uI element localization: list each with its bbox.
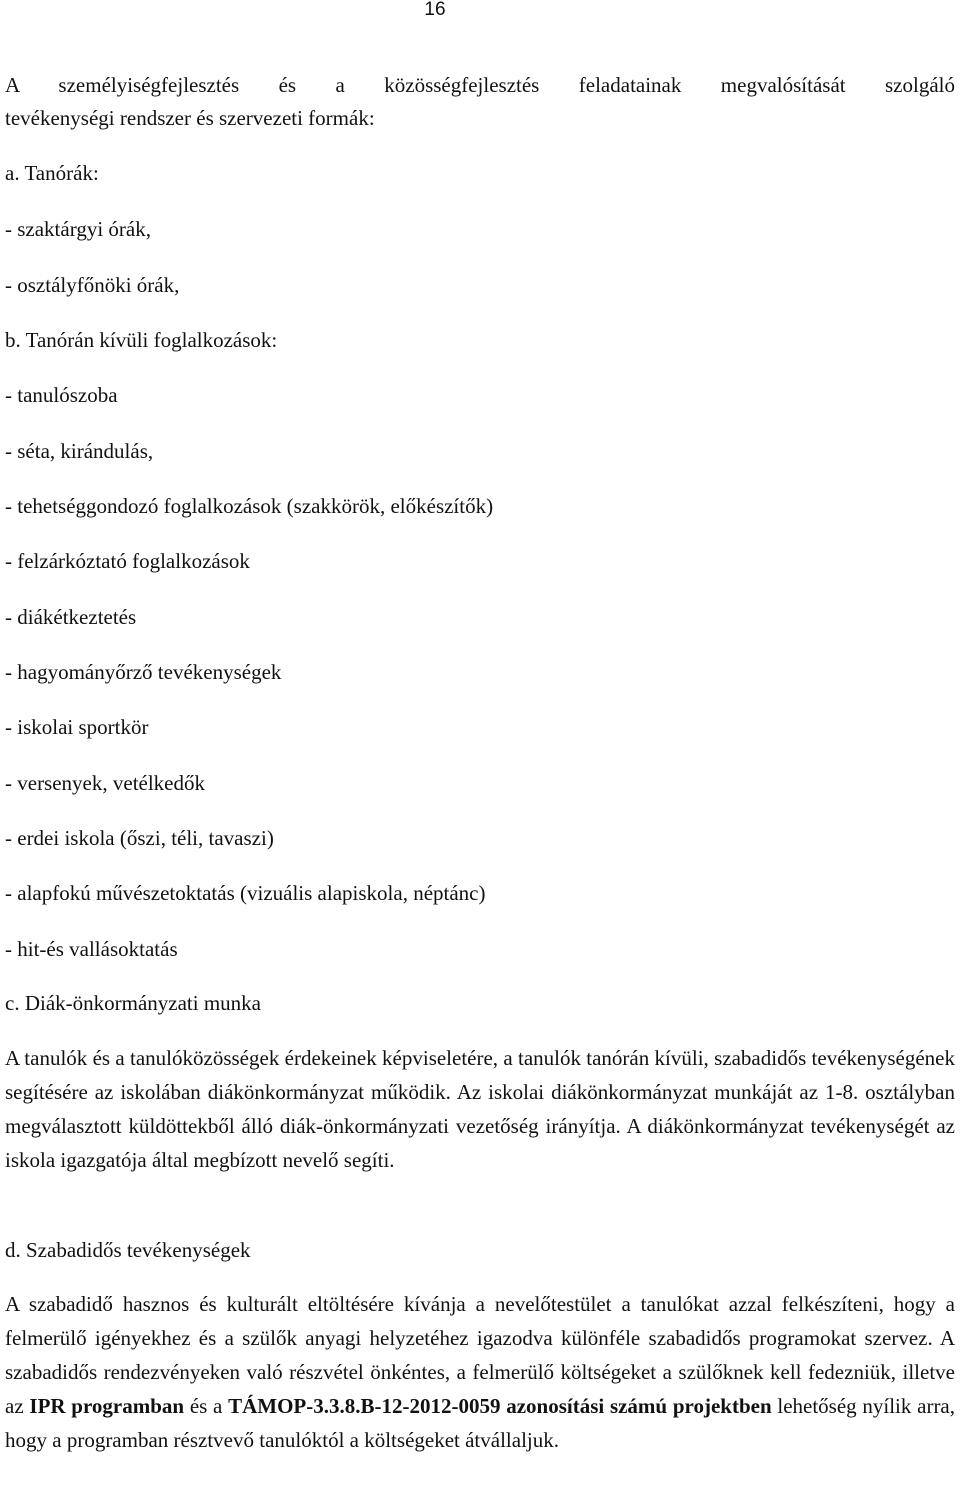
section-c-heading: c. Diák-önkormányzati munka	[5, 991, 261, 1015]
list-item: - alapfokú művészetoktatás (vizuális alapiskola, néptánc)	[5, 881, 486, 905]
section-d-paragraph	[5, 1287, 955, 1457]
paragraph-text: és a	[189, 1394, 223, 1418]
list-item: - erdei iskola (őszi, téli, tavaszi)	[5, 826, 274, 850]
section-d-heading: d. Szabadidős tevékenységek	[5, 1238, 251, 1262]
intro-line-2: tevékenységi rendszer és szervezeti formák:	[5, 106, 375, 130]
list-item: - felzárkóztató foglalkozások	[5, 549, 250, 573]
paragraph-text: A szabadidő hasznos és kulturált eltöltésére kívánja a nevelőtestület a tanulókat azzal felkészíteni, hogy a felmerülő igényekhez és a szülők anyagi helyzetéhez igazodva különféle szabadidős programokat szervez. A szabadidős rendezvényeken való részvétel önkéntes, a felmerülő költségeket a szülőknek kell fedezniük, illetve az	[5, 1292, 955, 1418]
page-number: 16	[424, 0, 446, 20]
list-item: - hagyományőrző tevékenységek	[5, 660, 282, 684]
list-item: - osztályfőnöki órák,	[5, 273, 180, 297]
section-b-heading: b. Tanórán kívüli foglalkozások:	[5, 328, 278, 352]
list-item: - tanulószoba	[5, 383, 118, 407]
list-item: - iskolai sportkör	[5, 715, 149, 739]
list-item: - séta, kirándulás,	[5, 439, 154, 463]
list-item: - diákétkeztetés	[5, 605, 137, 629]
list-item: - tehetséggondozó foglalkozások (szakkörök, előkészítők)	[5, 494, 494, 518]
section-c-paragraph: A tanulók és a tanulóközösségek érdekeinek képviseletére, a tanulók tanórán kívüli, szabadidős tevékenységének segítésére az iskolában diákönkormányzat működik. Az iskolai diákönkormányzat munkáját az 1-8. osztályban megválasztott küldöttekből álló diák-önkormányzati vezetőség irányítja. A diákönkormányzat tevékenységét az iskola igazgatója által megbízott nevelő segíti.	[5, 1046, 955, 1172]
list-item: - szaktárgyi órák,	[5, 217, 151, 241]
intro-line-1: A személyiségfejlesztés és a közösségfejlesztés feladatainak megvalósítását szolgáló	[5, 73, 955, 97]
list-item: - versenyek, vetélkedők	[5, 771, 206, 795]
list-item: - hit-és vallásoktatás	[5, 937, 178, 961]
section-a-heading: a. Tanórák:	[5, 161, 99, 185]
ipr-program-emphasis: IPR programban	[29, 1394, 185, 1418]
paragraph-text: lehetőség nyílik arra, hogy a programban résztvevő tanulóktól a költségeket átvállaljuk.	[5, 1394, 956, 1452]
project-id-emphasis: TÁMOP-3.3.8.B-12-2012-0059 azonosítási számú projektben	[228, 1394, 772, 1418]
